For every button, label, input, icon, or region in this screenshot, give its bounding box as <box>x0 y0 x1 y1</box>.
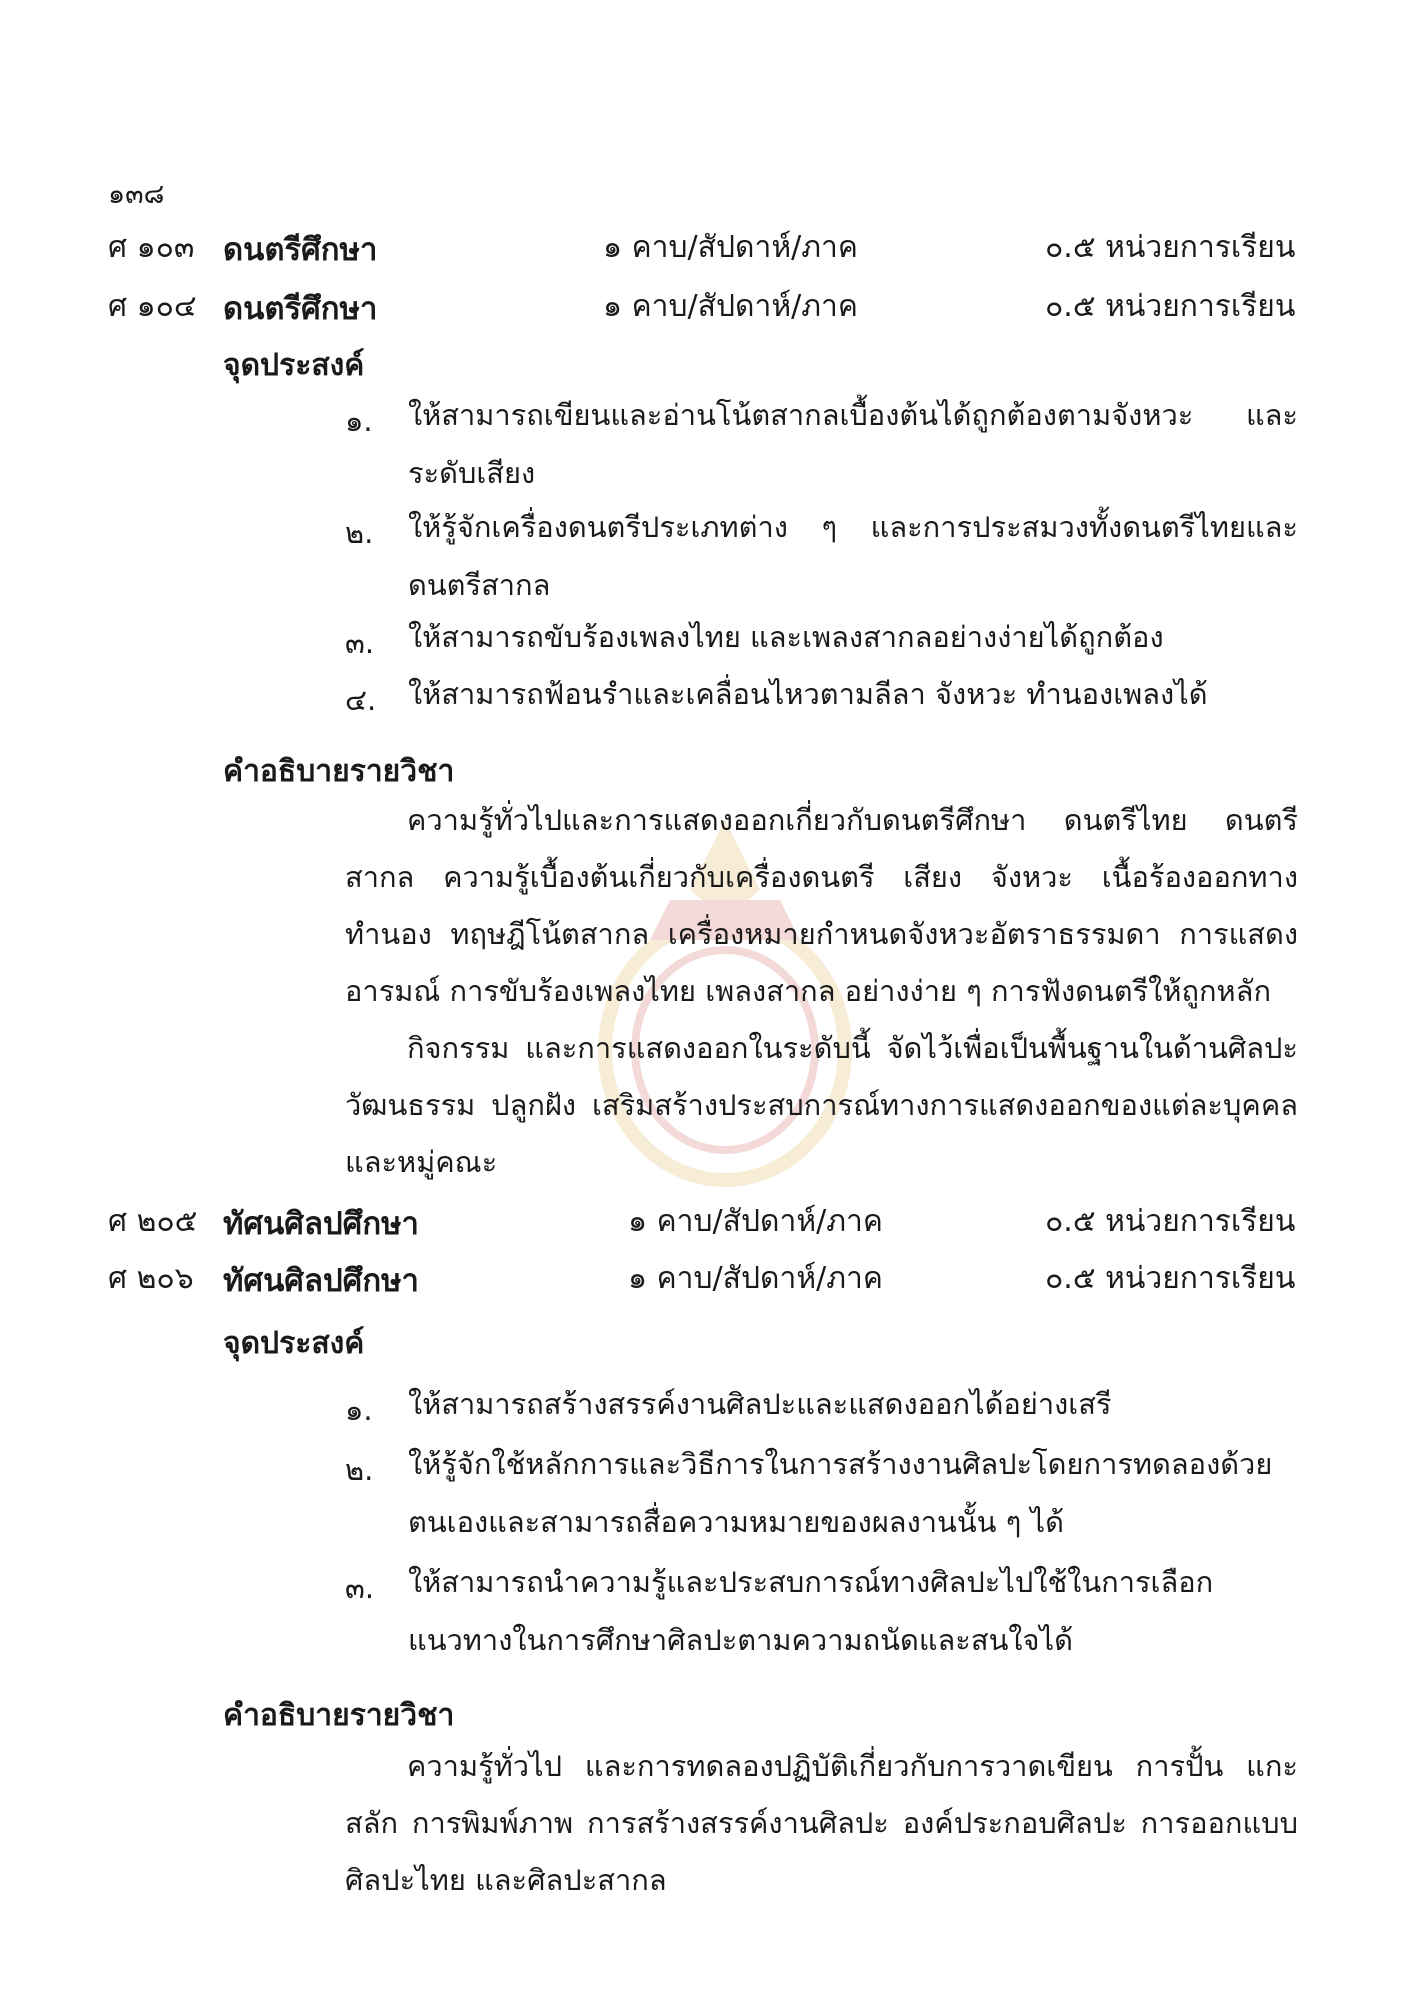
course-row <box>108 283 1308 327</box>
objective-text: ให้สามารถฟ้อนรำและเคลื่อนไหวตามลีลา จังหวะ ทำนองเพลงได้ <box>408 677 1208 711</box>
objective-number: ๓. <box>345 626 375 660</box>
course-row <box>108 1255 1308 1299</box>
course-credits: ๐.๕ หน่วยการเรียน <box>1045 230 1296 265</box>
course-title: ทัศนศิลปศึกษา <box>223 1263 419 1299</box>
page-number: ๑๓๘ <box>108 179 165 210</box>
course-title: ดนตรีศึกษา <box>223 232 378 268</box>
description-paragraph: ความรู้ทั่วไปและการแสดงออกเกี่ยวกับดนตรีศึกษา ดนตรีไทย ดนตรีสากล ความรู้เบื้องต้นเกี่ยวกับเครื่องดนตรี เสียง จังหวะ เนื้อร้องออกทาง ทำนอง ทฤษฎีโน้ตสากล เครื่องหมายกำหนดจังหวะอัตราธรรมดา การแสดงอารมณ์ การขับร้องเพลงไทย เพลงสากล อย่างง่าย ๆ การฟังดนตรีให้ถูกหลัก <box>345 803 1298 1008</box>
course-credits: ๐.๕ หน่วยการเรียน <box>1045 1204 1296 1239</box>
objective-number: ๑. <box>345 1393 373 1427</box>
course-row <box>108 224 1308 268</box>
course-code: ศ ๒๐๕ <box>108 1204 198 1239</box>
objectives-heading: จุดประสงค์ <box>223 1326 365 1361</box>
objective-text: ให้รู้จักเครื่องดนตรีประเภทต่าง ๆ และการประสมวงทั้งดนตรีไทยและดนตรีสากล <box>408 510 1298 602</box>
course-title: ดนตรีศึกษา <box>223 291 378 327</box>
course-code: ศ ๑๐๔ <box>108 289 197 324</box>
objective-number: ๑. <box>345 404 373 438</box>
objective-number: ๒. <box>345 1453 374 1487</box>
description-heading: คำอธิบายรายวิชา <box>223 754 455 789</box>
objective-number: ๔. <box>345 683 377 717</box>
course-title: ทัศนศิลปศึกษา <box>223 1206 419 1242</box>
description-heading: คำอธิบายรายวิชา <box>223 1698 455 1733</box>
description-paragraph: ความรู้ทั่วไป และการทดลองปฏิบัติเกี่ยวกับการวาดเขียน การปั้น แกะสลัก การพิมพ์ภาพ การสร้างสรรค์งานศิลปะ องค์ประกอบศิลปะ การออกแบบศิลปะไทย และศิลปะสากล <box>345 1749 1298 1897</box>
description-paragraph: กิจกรรม และการแสดงออกในระดับนี้ จัดไว้เพื่อเป็นพื้นฐานในด้านศิลปะวัฒนธรรม ปลูกฝัง เสริมสร้างประสบการณ์ทางการแสดงออกของแต่ละบุคคลและหมู่คณะ <box>345 1031 1298 1179</box>
objective-number: ๒. <box>345 516 374 550</box>
objective-text: ให้รู้จักใช้หลักการและวิธีการในการสร้างงานศิลปะโดยการทดลองด้วยตนเองและสามารถสื่อความหมายของผลงานนั้น ๆ ได้ <box>408 1447 1273 1539</box>
course-hours: ๑ คาบ/สัปดาห์/ภาค <box>628 1204 883 1239</box>
course-row <box>108 1198 1308 1242</box>
objective-number: ๓. <box>345 1571 375 1605</box>
objectives-heading: จุดประสงค์ <box>223 348 365 383</box>
objective-text: ให้สามารถนำความรู้และประสบการณ์ทางศิลปะไปใช้ในการเลือกแนวทางในการศึกษาศิลปะตามความถนัดและสนใจได้ <box>408 1565 1214 1657</box>
course-credits: ๐.๕ หน่วยการเรียน <box>1045 289 1296 324</box>
course-hours: ๑ คาบ/สัปดาห์/ภาค <box>603 289 858 324</box>
course-hours: ๑ คาบ/สัปดาห์/ภาค <box>628 1261 883 1296</box>
course-credits: ๐.๕ หน่วยการเรียน <box>1045 1261 1296 1296</box>
course-code: ศ ๒๐๖ <box>108 1261 194 1296</box>
objective-text: ให้สามารถสร้างสรรค์งานศิลปะและแสดงออกได้อย่างเสรี <box>408 1387 1112 1421</box>
course-code: ศ ๑๐๓ <box>108 230 195 265</box>
objective-text: ให้สามารถเขียนและอ่านโน้ตสากลเบื้องต้นได้ถูกต้องตามจังหวะ และระดับเสียง <box>408 398 1298 490</box>
objective-text: ให้สามารถขับร้องเพลงไทย และเพลงสากลอย่างง่ายได้ถูกต้อง <box>408 620 1164 654</box>
course-hours: ๑ คาบ/สัปดาห์/ภาค <box>603 230 858 265</box>
